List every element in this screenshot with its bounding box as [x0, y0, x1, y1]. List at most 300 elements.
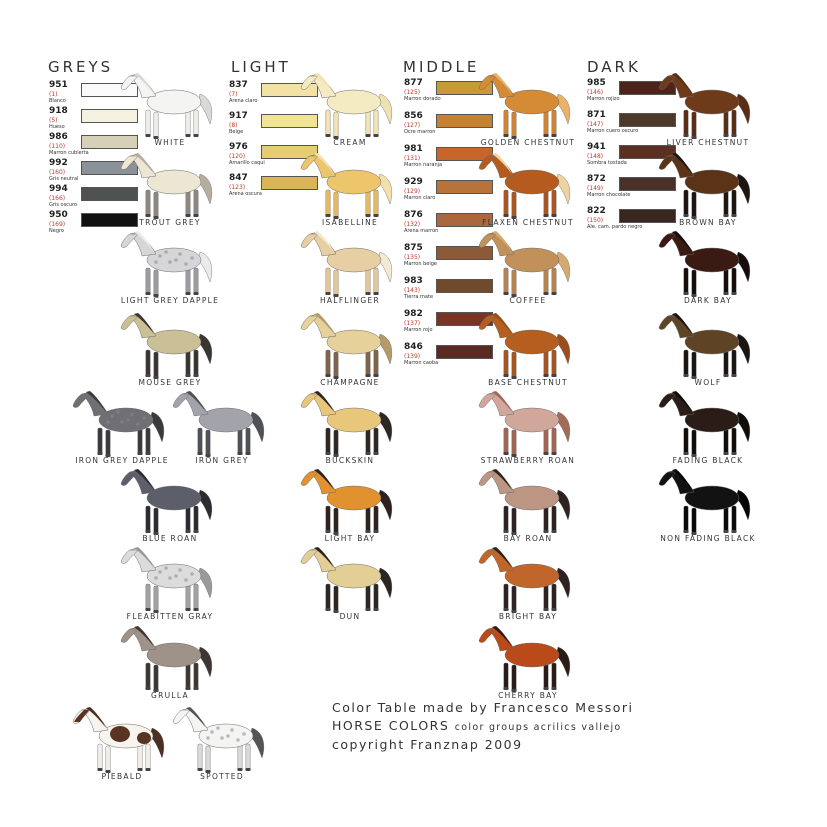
- horse-leg: [194, 663, 198, 689]
- horse-leg: [684, 110, 688, 136]
- swatch-name: Marron rojo: [404, 327, 433, 333]
- swatch-name: Gris neutral: [49, 176, 79, 182]
- horse-label: LIGHT BAY: [324, 534, 376, 543]
- horse-label: COFFEE: [509, 296, 547, 305]
- horse-leg: [146, 428, 150, 454]
- horse-leg: [186, 268, 190, 294]
- horse-leg: [724, 110, 728, 136]
- swatch-code: 951: [49, 80, 68, 90]
- swatch-ref: (150): [587, 217, 604, 224]
- swatch-ref: (146): [587, 89, 604, 96]
- horse-leg: [374, 506, 378, 532]
- horse-hoof: [543, 214, 548, 217]
- horse-dapple: [168, 576, 172, 580]
- horse-body: [327, 90, 381, 114]
- horse-hoof: [325, 374, 330, 377]
- credit-line-2: [332, 718, 633, 733]
- horse-leg: [512, 508, 516, 534]
- horse-coffee: [478, 230, 578, 310]
- horse-hoof: [503, 530, 508, 533]
- horse-leg: [246, 428, 250, 454]
- horse-label: LIVER CHESTNUT: [666, 138, 750, 147]
- horse-leg: [552, 110, 556, 136]
- horse-grulla: [120, 625, 220, 705]
- horse-hoof: [185, 134, 190, 137]
- horse-body: [505, 330, 559, 354]
- horse-body: [327, 170, 381, 194]
- horse-hoof: [325, 452, 330, 455]
- horse-hoof: [373, 292, 378, 295]
- swatch-ref: (131): [404, 155, 421, 162]
- swatch-code: 917: [229, 111, 248, 121]
- horse-label: NON FADING BLACK: [660, 534, 756, 543]
- horse-leg: [194, 506, 198, 532]
- swatch-ref: (139): [404, 353, 421, 360]
- horse-label: BUCKSKIN: [325, 456, 375, 465]
- horse-hoof: [365, 452, 370, 455]
- horse-dapple: [158, 254, 162, 258]
- horse-leg: [504, 110, 508, 136]
- horse-leg: [326, 584, 330, 610]
- horse-icon: [478, 152, 578, 222]
- horse-leg: [692, 508, 696, 534]
- horse-body: [327, 408, 381, 432]
- horse-hoof: [683, 292, 688, 295]
- swatch-name: Sombra tostada: [587, 160, 627, 166]
- horse-leg: [146, 350, 150, 376]
- horse-body: [505, 486, 559, 510]
- horse-hoof: [723, 214, 728, 217]
- horse-dapple: [142, 416, 146, 420]
- swatch-name: Marron claro: [404, 195, 436, 201]
- swatch-code: 856: [404, 111, 423, 121]
- horse-body: [147, 643, 201, 667]
- horse-leg: [238, 428, 242, 454]
- horse-leg: [732, 190, 736, 216]
- swatch-code: 877: [404, 78, 423, 88]
- horse-leg: [186, 350, 190, 376]
- swatch-ref: (5): [49, 117, 58, 124]
- horse-leg: [198, 744, 202, 770]
- horse-hoof: [245, 452, 250, 455]
- horse-body: [147, 170, 201, 194]
- swatch-ref: (149): [587, 185, 604, 192]
- horse-leg: [732, 110, 736, 136]
- horse-hoof: [137, 452, 142, 455]
- horse-label: BAY ROAN: [503, 534, 553, 543]
- horse-hoof: [185, 530, 190, 533]
- horse-leg: [544, 428, 548, 454]
- horse-leg: [552, 268, 556, 294]
- horse-leg: [512, 270, 516, 296]
- swatch-code: 929: [404, 177, 423, 187]
- horse-bright-bay: [478, 546, 578, 626]
- horse-leg: [154, 270, 158, 296]
- swatch-code: 871: [587, 110, 606, 120]
- horse-hoof: [731, 452, 736, 455]
- horse-icon: [120, 72, 220, 142]
- swatch-ref: (8): [229, 122, 238, 129]
- horse-mouse-grey: [120, 312, 220, 392]
- horse-leg: [374, 584, 378, 610]
- horse-leg: [504, 190, 508, 216]
- horse-brown-bay: [658, 152, 758, 232]
- header-middle: MIDDLE: [403, 58, 480, 76]
- horse-icon: [172, 390, 272, 460]
- swatch-name: Gris oscuro: [49, 202, 78, 208]
- swatch-name: Arena claro: [229, 98, 258, 104]
- horse-hoof: [145, 768, 150, 771]
- horse-leg: [732, 350, 736, 376]
- swatch-code: 872: [587, 174, 606, 184]
- horse-leg: [374, 110, 378, 136]
- horse-leg: [366, 428, 370, 454]
- horse-icon: [478, 312, 578, 382]
- horse-iron-grey: [172, 390, 272, 470]
- horse-bay-roan: [478, 468, 578, 548]
- horse-hoof: [551, 214, 556, 217]
- horse-light-grey-dapple: [120, 230, 220, 310]
- swatch-ref: (143): [404, 287, 421, 294]
- horse-leg: [504, 506, 508, 532]
- horse-label: WHITE: [154, 138, 186, 147]
- horse-body: [199, 408, 253, 432]
- horse-hoof: [551, 687, 556, 690]
- horse-leg: [146, 110, 150, 136]
- horse-hoof: [185, 608, 190, 611]
- horse-leg: [194, 350, 198, 376]
- horse-leg: [138, 428, 142, 454]
- swatch-name: Tierra mate: [404, 294, 434, 300]
- horse-leg: [194, 268, 198, 294]
- horse-label: CREAM: [333, 138, 367, 147]
- horse-label: HALFLINGER: [319, 296, 381, 305]
- horse-leg: [206, 746, 210, 772]
- swatch-name: Marron cuero oscuro: [587, 128, 639, 134]
- horse-body: [505, 408, 559, 432]
- horse-leg: [544, 663, 548, 689]
- horse-leg: [334, 508, 338, 534]
- horse-hoof: [145, 374, 150, 377]
- horse-leg: [512, 665, 516, 691]
- horse-hoof: [185, 374, 190, 377]
- horse-leg: [186, 190, 190, 216]
- horse-dapple: [190, 256, 194, 260]
- swatch-name: Marron cubierta: [49, 150, 89, 156]
- horse-hoof: [193, 292, 198, 295]
- horse-leg: [326, 110, 330, 136]
- horse-label: STRAWBERRY ROAN: [480, 456, 576, 465]
- horse-leg: [374, 268, 378, 294]
- horse-leg: [552, 428, 556, 454]
- horse-hoof: [237, 452, 242, 455]
- horse-hoof: [373, 608, 378, 611]
- horse-dapple: [184, 262, 188, 266]
- swatch-name: Amarillo caqui: [229, 160, 265, 166]
- swatch-ref: (129): [404, 188, 421, 195]
- horse-leg: [366, 506, 370, 532]
- horse-leg: [732, 428, 736, 454]
- header-greys: GREYS: [48, 58, 114, 76]
- swatch-name: Arena oscura: [229, 191, 262, 197]
- horse-dapple: [174, 258, 178, 262]
- horse-body: [685, 248, 739, 272]
- horse-body: [505, 643, 559, 667]
- horse-base-chestnut: [478, 312, 578, 392]
- horse-dapple: [174, 574, 178, 578]
- horse-body: [199, 724, 253, 748]
- horse-dapple: [106, 420, 110, 424]
- horse-hoof: [731, 214, 736, 217]
- horse-leg: [326, 268, 330, 294]
- horse-dapple: [184, 578, 188, 582]
- swatch-code: 982: [404, 309, 423, 319]
- horse-champagne: [300, 312, 400, 392]
- horse-leg: [326, 506, 330, 532]
- horse-hoof: [97, 452, 102, 455]
- horse-leg: [98, 428, 102, 454]
- horse-label: CHAMPAGNE: [320, 378, 380, 387]
- horse-body: [327, 330, 381, 354]
- horse-label: FLAXEN CHESTNUT: [482, 218, 574, 227]
- swatch-code: 875: [404, 243, 423, 253]
- horse-icon: [478, 230, 578, 300]
- horse-label: FLEABITTEN GRAY: [126, 612, 214, 621]
- swatch-code: 918: [49, 106, 68, 116]
- horse-icon: [300, 72, 400, 142]
- horse-cherry-bay: [478, 625, 578, 705]
- swatch-name: Negro: [49, 228, 64, 234]
- horse-hoof: [197, 768, 202, 771]
- horse-icon: [120, 468, 220, 538]
- horse-icon: [658, 390, 758, 460]
- horse-leg: [544, 506, 548, 532]
- horse-leg: [334, 586, 338, 612]
- horse-icon: [120, 230, 220, 300]
- horse-hoof: [551, 374, 556, 377]
- horse-icon: [658, 312, 758, 382]
- header-dark: DARK: [587, 58, 641, 76]
- horse-buckskin: [300, 390, 400, 470]
- horse-hoof: [683, 374, 688, 377]
- horse-hoof: [185, 292, 190, 295]
- swatch-ref: (166): [49, 195, 66, 202]
- swatch-ref: (132): [404, 221, 421, 228]
- horse-hoof: [683, 452, 688, 455]
- horse-hoof: [137, 768, 142, 771]
- horse-label: ISABELLINE: [321, 218, 379, 227]
- horse-leg: [512, 352, 516, 378]
- horse-label: GRULLA: [151, 691, 189, 700]
- horse-hoof: [325, 530, 330, 533]
- horse-leg: [366, 110, 370, 136]
- horse-dark-bay: [658, 230, 758, 310]
- horse-flaxen-chestnut: [478, 152, 578, 232]
- horse-body: [147, 248, 201, 272]
- swatch-ref: (120): [229, 153, 246, 160]
- horse-leg: [512, 586, 516, 612]
- horse-label: BLUE ROAN: [142, 534, 198, 543]
- credits: [332, 700, 633, 752]
- horse-leg: [684, 506, 688, 532]
- horse-body: [327, 486, 381, 510]
- swatch-ref: (7): [229, 91, 238, 98]
- horse-hoof: [543, 374, 548, 377]
- horse-leg: [692, 192, 696, 218]
- horse-dapple: [210, 730, 214, 734]
- horse-leg: [724, 428, 728, 454]
- swatch-name: Blanco: [49, 98, 66, 104]
- horse-body: [147, 90, 201, 114]
- horse-hoof: [723, 292, 728, 295]
- horse-dapple: [178, 252, 182, 256]
- horse-leg: [186, 110, 190, 136]
- horse-white: [120, 72, 220, 152]
- horse-dapple: [136, 422, 140, 426]
- horse-label: PIEBALD: [101, 772, 143, 781]
- horse-hoof: [197, 452, 202, 455]
- horse-leg: [154, 112, 158, 138]
- horse-leg: [334, 112, 338, 138]
- horse-hoof: [365, 608, 370, 611]
- horse-body: [327, 564, 381, 588]
- horse-hoof: [373, 214, 378, 217]
- horse-leg: [544, 350, 548, 376]
- horse-leg: [724, 350, 728, 376]
- horse-fleabitten-gray: [120, 546, 220, 626]
- swatch-name: Marron dorado: [404, 96, 441, 102]
- swatch-code: 983: [404, 276, 423, 286]
- horse-leg: [238, 744, 242, 770]
- credit-title: HORSE COLORS: [332, 718, 450, 733]
- horse-leg: [334, 352, 338, 378]
- horse-icon: [300, 546, 400, 616]
- horse-leg: [374, 350, 378, 376]
- horse-label: SPOTTED: [200, 772, 244, 781]
- horse-label: BASE CHESTNUT: [488, 378, 568, 387]
- swatch-code: 876: [404, 210, 423, 220]
- horse-hoof: [551, 292, 556, 295]
- swatch-ref: (169): [49, 221, 66, 228]
- horse-body: [505, 564, 559, 588]
- horse-hoof: [145, 530, 150, 533]
- horse-leg: [146, 268, 150, 294]
- swatch-ref: (1): [49, 91, 58, 98]
- horse-icon: [300, 390, 400, 460]
- swatch-ref: (137): [404, 320, 421, 327]
- horse-label: MOUSE GREY: [138, 378, 202, 387]
- horse-leg: [512, 430, 516, 456]
- swatch-name: Marron chocolate: [587, 192, 631, 198]
- horse-hoof: [193, 214, 198, 217]
- horse-non-fading-black: [658, 468, 758, 548]
- horse-leg: [544, 110, 548, 136]
- horse-leg: [194, 190, 198, 216]
- horse-icon: [120, 546, 220, 616]
- horse-hoof: [731, 530, 736, 533]
- horse-icon: [72, 706, 172, 776]
- horse-hoof: [193, 374, 198, 377]
- horse-leg: [366, 190, 370, 216]
- horse-label: CHERRY BAY: [498, 691, 558, 700]
- horse-halflinger: [300, 230, 400, 310]
- horse-body: [147, 564, 201, 588]
- swatch-code: 822: [587, 206, 606, 216]
- horse-trout-grey: [120, 152, 220, 232]
- horse-hoof: [193, 134, 198, 137]
- horse-icon: [478, 468, 578, 538]
- swatch-code: 985: [587, 78, 606, 88]
- horse-leg: [692, 112, 696, 138]
- swatch-ref: (110): [49, 143, 66, 150]
- horse-icon: [120, 152, 220, 222]
- credit-line-3: copyright Franznap 2009: [332, 737, 523, 752]
- horse-body: [99, 408, 153, 432]
- horse-leg: [146, 190, 150, 216]
- horse-label: GOLDEN CHESTNUT: [480, 138, 576, 147]
- horse-hoof: [325, 134, 330, 137]
- horse-body: [505, 170, 559, 194]
- horse-icon: [478, 390, 578, 460]
- credit-subtitle: color groups acrilics vallejo: [454, 722, 622, 733]
- swatch-code: 986: [49, 132, 68, 142]
- horse-dapple: [154, 260, 158, 264]
- horse-body: [505, 90, 559, 114]
- horse-hoof: [365, 214, 370, 217]
- horse-dapple: [158, 570, 162, 574]
- horse-cream: [300, 72, 400, 152]
- horse-dapple: [154, 576, 158, 580]
- swatch-code: 846: [404, 342, 423, 352]
- swatch-name: Ale. cam. pardo negro: [587, 224, 643, 230]
- horse-body: [147, 330, 201, 354]
- horse-dapple: [130, 412, 134, 416]
- horse-patch: [137, 732, 151, 744]
- horse-label: WOLF: [694, 378, 722, 387]
- horse-body: [685, 170, 739, 194]
- horse-hoof: [373, 530, 378, 533]
- horse-leg: [146, 584, 150, 610]
- horse-label: LIGHT GREY DAPPLE: [120, 296, 220, 305]
- horse-hoof: [723, 374, 728, 377]
- horse-body: [685, 408, 739, 432]
- horse-hoof: [723, 134, 728, 137]
- horse-leg: [552, 663, 556, 689]
- swatch-code: 981: [404, 144, 423, 154]
- horse-icon: [478, 546, 578, 616]
- horse-hoof: [97, 768, 102, 771]
- horse-leg: [684, 350, 688, 376]
- horse-dapple: [242, 732, 246, 736]
- horse-leg: [186, 584, 190, 610]
- horse-dapple: [164, 250, 168, 254]
- horse-leg: [326, 350, 330, 376]
- horse-leg: [198, 428, 202, 454]
- swatch-ref: (135): [404, 254, 421, 261]
- horse-body: [505, 248, 559, 272]
- horse-leg: [334, 192, 338, 218]
- horse-dapple: [120, 420, 124, 424]
- horse-hoof: [145, 452, 150, 455]
- horse-label: DARK BAY: [684, 296, 732, 305]
- horse-dapple: [220, 736, 224, 740]
- swatch-code: 837: [229, 80, 248, 90]
- horse-leg: [366, 350, 370, 376]
- horse-dapple: [126, 418, 130, 422]
- horse-leg: [504, 350, 508, 376]
- horse-hoof: [503, 214, 508, 217]
- horse-body: [685, 90, 739, 114]
